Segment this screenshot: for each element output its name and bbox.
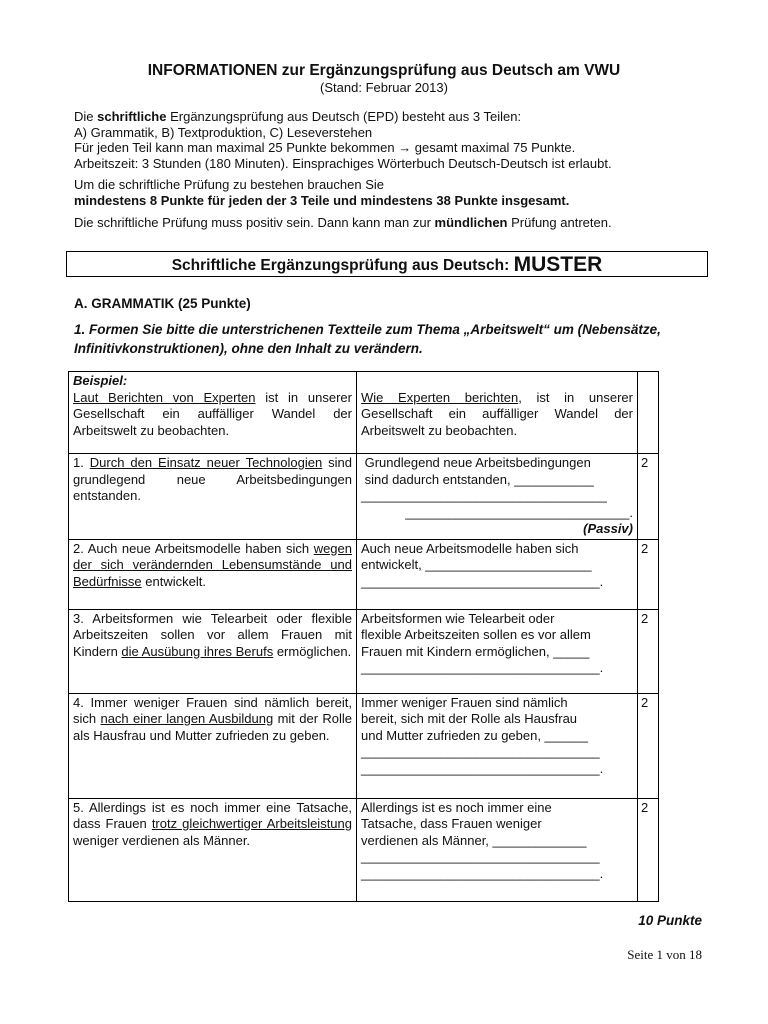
source-sentence: 4. Immer weniger Frauen sind nämlich bereit, sich nach einer langen Ausbildung mit der Rolle als Hausfrau und Mutter zufrieden zu geben.	[69, 693, 357, 798]
table-row	[69, 609, 659, 693]
source-sentence: 3. Arbeitsformen wie Telearbeit oder flexible Arbeitszeiten sollen vor allem Frauen mit Kindern die Ausübung ihres Berufs ermöglichen.	[69, 609, 357, 693]
exam-title-box: Schriftliche Ergänzungsprüfung aus Deutsch: MUSTER	[66, 251, 708, 277]
answer-field[interactable]: Auch neue Arbeitsmodelle haben sich entwickelt, _______________________ _________________________________.	[357, 539, 638, 609]
intro-line: Um die schriftliche Prüfung zu bestehen brauchen Sie	[74, 177, 385, 193]
points-cell: 2	[638, 693, 659, 798]
task-instruction: 1. Formen Sie bitte die unterstrichenen Textteile zum Thema „Arbeitswelt“ um (Nebensätze, Infinitivkonstruktionen), ohne den Inhalt zu verändern.	[74, 322, 661, 356]
points-cell: 2	[638, 609, 659, 693]
page-number: Seite 1 von 18	[627, 947, 702, 962]
intro-text	[74, 109, 714, 230]
intro-line: Arbeitszeit: 3 Stunden (180 Minuten). Einsprachiges Wörterbuch Deutsch-Deutsch ist erlaubt.	[74, 155, 612, 171]
points-cell: 2	[638, 798, 659, 901]
table-row	[69, 798, 659, 901]
points-cell: 2	[638, 539, 659, 609]
section-heading: A. GRAMMATIK (25 Punkte)	[74, 296, 251, 311]
intro-line: Die schriftliche Prüfung muss positiv sein. Dann kann man zur mündlichen Prüfung antreten.	[74, 214, 612, 230]
intro-line-bold: mindestens 8 Punkte für jeden der 3 Teile und mindestens 38 Punkte insgesamt.	[74, 192, 570, 208]
table-row	[69, 539, 659, 609]
page-title: INFORMATIONEN zur Ergänzungsprüfung aus Deutsch am VWU	[147, 62, 621, 79]
table-row-example	[69, 372, 659, 454]
intro-line: Für jeden Teil kann man maximal 25 Punkte bekommen → gesamt maximal 75 Punkte.	[74, 140, 576, 156]
intro-line: Die schriftliche Ergänzungsprüfung aus Deutsch (EPD) besteht aus 3 Teilen:	[74, 109, 522, 124]
muster-label: MUSTER	[513, 253, 603, 276]
table-row	[69, 693, 659, 798]
example-answer: Wie Experten berichten, ist in unserer Gesellschaft ein auffälliger Wandel der Arbeitswelt zu beobachten.	[357, 372, 638, 454]
source-sentence: 2. Auch neue Arbeitsmodelle haben sich wegen der sich verändernden Lebensumstände und Bedürfnisse entwickelt.	[69, 539, 357, 609]
grammar-hint: (Passiv)	[583, 521, 633, 536]
answer-field[interactable]: Immer weniger Frauen sind nämlich bereit, sich mit der Rolle als Hausfrau und Mutter zufrieden zu geben, ______ _________________________________ _________________________________.	[357, 693, 638, 798]
exercise-table	[68, 371, 659, 902]
answer-field[interactable]: Arbeitsformen wie Telearbeit oder flexible Arbeitszeiten sollen es vor allem Frauen mit Kindern ermöglichen, _____ _________________________________.	[357, 609, 638, 693]
source-sentence: 1. Durch den Einsatz neuer Technologien sind grundlegend neue Arbeitsbedingungen entstanden.	[69, 454, 357, 540]
intro-line: A) Grammatik, B) Textproduktion, C) Leseverstehen	[74, 124, 373, 140]
source-sentence: 5. Allerdings ist es noch immer eine Tatsache, dass Frauen trotz gleichwertiger Arbeitsleistung weniger verdienen als Männer.	[69, 798, 357, 901]
example-source: Beispiel: Laut Berichten von Experten ist in unserer Gesellschaft ein auffälliger Wandel der Arbeitswelt zu beobachten.	[69, 372, 357, 454]
points-cell: 2	[638, 454, 659, 540]
answer-field[interactable]: Allerdings ist es noch immer eine Tatsache, dass Frauen weniger verdienen als Männer, _____________ _________________________________ _________________________________.	[357, 798, 638, 901]
answer-field[interactable]: Grundlegend neue Arbeitsbedingungen sind dadurch entstanden, ___________ __________________________________ _______________________________. (Passiv)	[357, 454, 638, 540]
total-points: 10 Punkte	[638, 913, 702, 928]
date-note: (Stand: Februar 2013)	[320, 80, 448, 95]
table-row	[69, 454, 659, 540]
points-cell	[638, 372, 659, 454]
